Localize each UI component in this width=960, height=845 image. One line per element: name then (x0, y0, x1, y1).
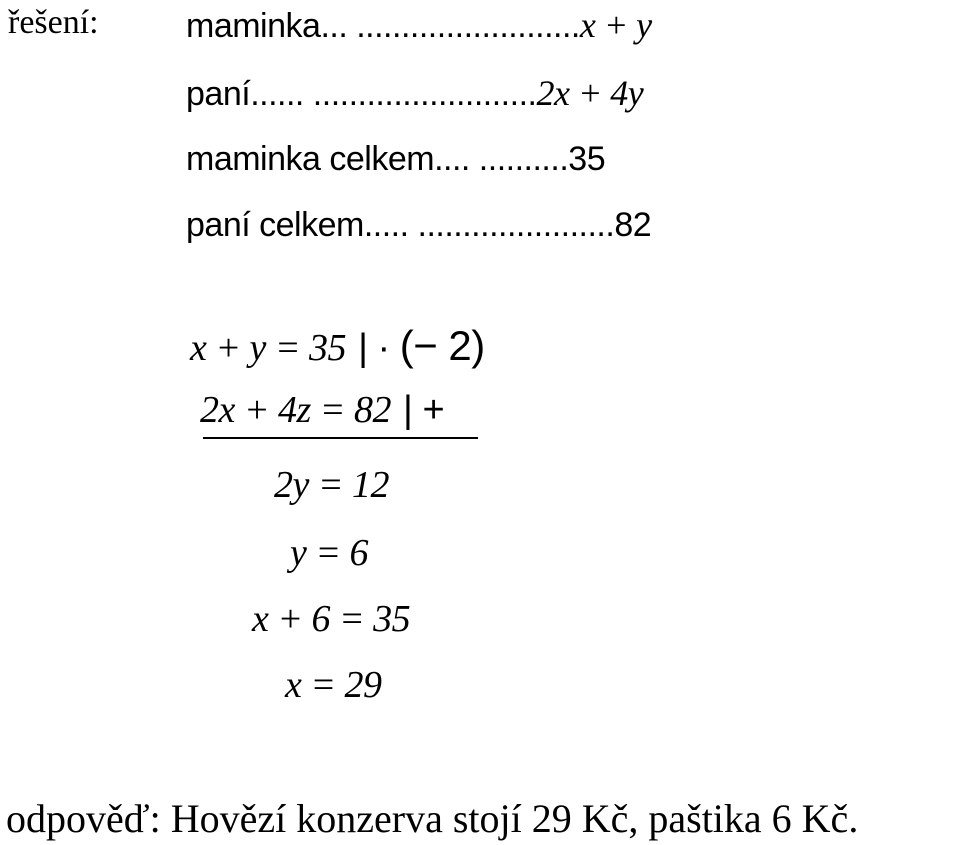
definition-expression: 35 (568, 140, 606, 178)
definition-expression: 2x + 4y (536, 73, 644, 113)
definition-leader: .... .......... (434, 140, 569, 178)
equation-separator: | (403, 389, 413, 431)
step-y-equals-6: y = 6 (290, 532, 369, 574)
definition-line-lady-total (186, 206, 651, 245)
definition-line-mother-total (186, 140, 605, 179)
definition-label: maminka (186, 7, 321, 45)
definition-line-lady (186, 72, 643, 114)
equation-lhs: x + y = 35 (190, 327, 347, 369)
definition-leader: ... ......................... (320, 7, 580, 45)
equation-lhs: 2x + 4z = 82 (200, 389, 391, 431)
definition-line-mother (186, 4, 652, 46)
definition-expression: 82 (614, 206, 652, 244)
answer-line (6, 795, 858, 842)
definition-label: paní (186, 75, 251, 113)
multiplier: (− 2) (399, 322, 485, 369)
equation-row-2 (200, 388, 444, 432)
add-operator: + (422, 389, 445, 431)
definition-expression: x + y (579, 5, 652, 45)
answer-label: odpověď: (6, 796, 161, 841)
definition-label: paní celkem (186, 206, 364, 244)
step-x-equals-29: x = 29 (285, 664, 382, 706)
step-2y-equals-12: 2y = 12 (274, 464, 390, 506)
multiply-operator: · (377, 327, 390, 369)
answer-text: Hovězí konzerva stojí 29 Kč, paštika 6 Kč. (170, 796, 859, 841)
step-x-plus-6-equals-35: x + 6 = 35 (252, 598, 411, 640)
solution-heading: řešení: (8, 4, 99, 41)
definition-leader: ...... ......................... (250, 75, 537, 113)
sum-rule-line (203, 437, 478, 439)
equation-row-1 (190, 322, 485, 370)
definition-label: maminka celkem (186, 140, 435, 178)
definition-leader: ..... ...................... (363, 206, 615, 244)
equation-separator: | (358, 327, 368, 369)
